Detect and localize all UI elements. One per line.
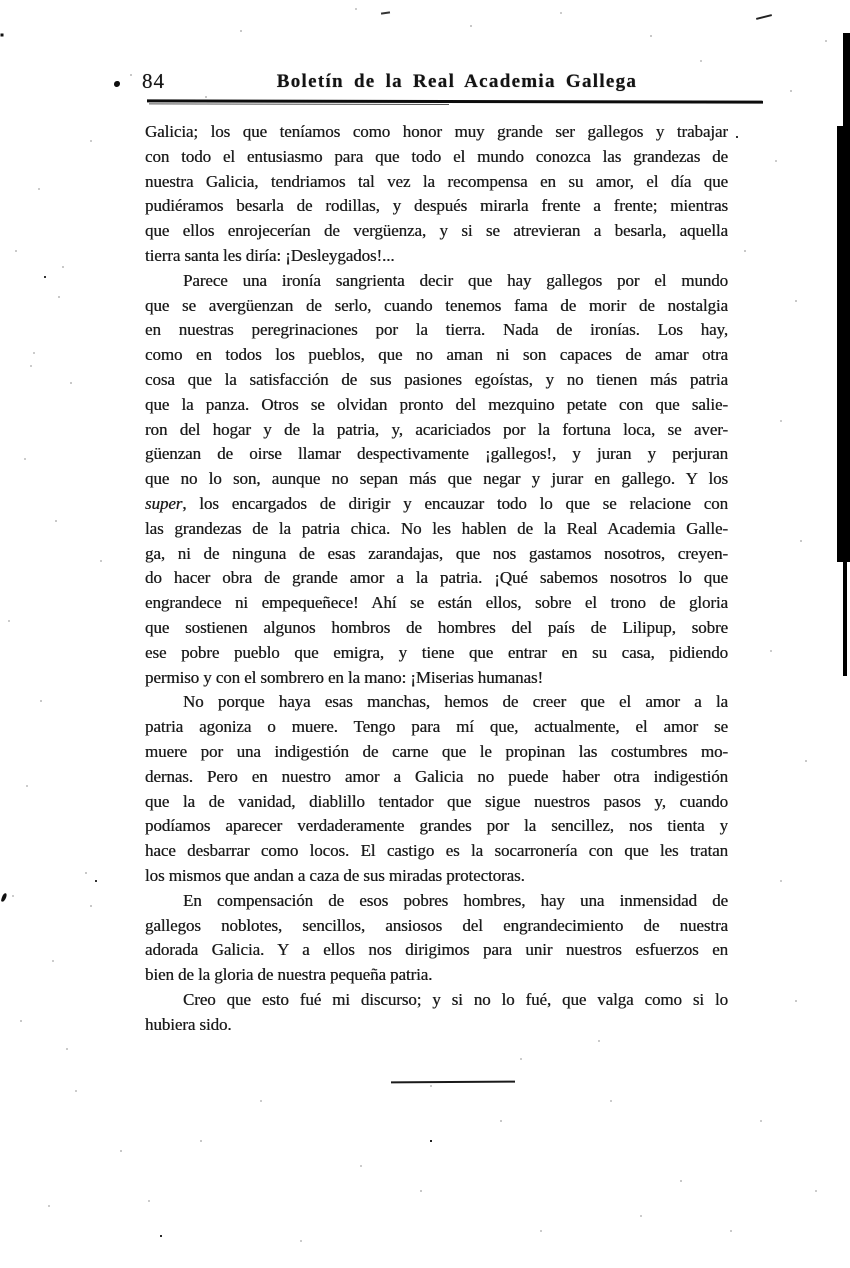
text-line: En compensación de esos pobres hombres, hay una inmensidad de (183, 890, 728, 910)
scan-dash-artifact (381, 11, 390, 14)
text-line: permiso y con el sombrero en la mano: ¡Miserias humanas! (145, 667, 544, 687)
text-line: patria agoniza o muere. Tengo para mí que, actualmente, el amor se (145, 717, 728, 737)
text-line: como en todos los pueblos, que no aman ni son capaces de amar otra (145, 345, 728, 365)
text-line: ese pobre pueblo que emigra, y tiene que entrar en su casa, pidiendo (145, 642, 728, 662)
text-line: gallegos noblotes, sencillos, ansiosos del engrandecimiento de nuestra (145, 915, 728, 935)
scan-edge-artifact (843, 560, 847, 676)
text-line: tierra santa les diría: ¡Desleygados!... (145, 245, 395, 265)
scan-edge-artifact (843, 33, 850, 128)
paragraph (145, 889, 728, 988)
text-line: hace desbarrar como locos. El castigo es la socarronería con que les tratan (145, 841, 728, 861)
text-line: que la de vanidad, diablillo tentador que sigue nuestros pasos y, cuando (145, 791, 728, 811)
text-line: que se avergüenzan de serlo, cuando tenemos fama de morir de nostalgia (145, 295, 728, 315)
scan-mark-artifact (1, 893, 8, 903)
text-line: Galicia; los que teníamos como honor muy grande ser gallegos y trabajar (145, 122, 728, 141)
margin-dot-artifact (114, 81, 120, 87)
text-line: pudiéramos besarla de rodillas, y después mirarla frente a frente; mientras (145, 196, 728, 216)
text-line: adorada Galicia. Y a ellos nos dirigimos para unir nuestros esfuerzos en (145, 940, 728, 960)
text-line: ga, ni de ninguna de esas zarandajas, que nos gastamos nosotros, creyen- (145, 543, 728, 563)
text-line: dernas. Pero en nuestro amor a Galicia no puede haber otra indigestión (145, 766, 728, 786)
header-rule (147, 99, 763, 103)
text-line: güenzan de oirse llamar despectivamente ¡gallegos!, y juran y perjuran (145, 444, 728, 464)
paragraph (145, 269, 728, 691)
text-line: muere por una indigestión de carne que le propinan las costumbres mo- (145, 741, 728, 761)
italic-word: super (145, 493, 183, 513)
body-text (145, 120, 728, 1037)
text-line: los mismos que andan a caza de sus miradas protectoras. (145, 865, 525, 885)
scan-edge-artifact (837, 126, 850, 562)
text-line: con todo el entusiasmo para que todo el mundo conozca las grandezas de (145, 146, 728, 166)
text-line: Creo que esto fué mi discurso; y si no lo fué, que valga como si lo (183, 989, 728, 1009)
text-line: que la panza. Otros se olvidan pronto del mezquino petate con que salie- (145, 394, 728, 414)
text-line: bien de la gloria de nuestra pequeña patria. (145, 965, 433, 985)
text-line: podíamos aparecer verdaderamente grandes por la sencillez, nos tienta y (145, 816, 728, 836)
text-line: en nuestras peregrinaciones por la tierra. Nada de ironías. Los hay, (145, 320, 728, 340)
text-line: Parece una ironía sangrienta decir que hay gallegos por el mundo (183, 270, 728, 290)
scan-noise-speckles (0, 0, 2, 2)
text-line: que no lo son, aunque no sepan más que negar y jurar en gallego. Y los (145, 469, 728, 489)
line-rest: , los encargados de dirigir y encauzar todo lo que se relacione con (182, 493, 728, 513)
text-line: engrandece ni empequeñece! Ahí se están ellos, sobre el trono de gloria (145, 593, 728, 613)
journal-title: Boletín de la Real Academia Gallega (276, 71, 638, 92)
scan-dash-artifact (756, 14, 772, 20)
text-line: do hacer obra de grande amor a la patria. ¡Qué sabemos nosotros lo que (145, 568, 728, 588)
text-line: las grandezas de la patria chica. No les hablen de la Real Academia Galle- (145, 518, 728, 538)
text-line: cosa que la satisfacción de sus pasiones egoístas, y no tienen más patria (145, 369, 728, 389)
end-divider-rule (391, 1081, 515, 1084)
text-line: No porque haya esas manchas, hemos de creer que el amor a la (183, 692, 728, 712)
paragraph (145, 690, 728, 888)
paragraph (145, 988, 728, 1038)
page-number: 84 (142, 69, 165, 93)
text-line: hubiera sido. (145, 1014, 232, 1034)
text-line: ron del hogar y de la patria, y, acariciados por la fortuna loca, se aver- (145, 419, 728, 439)
text-line: que ellos enrojecerían de vergüenza, y si se atrevieran a besarla, aquella (145, 221, 728, 241)
text-line: que sostienen algunos hombros de hombres del país de Lilipup, sobre (145, 617, 728, 637)
text-line (145, 492, 728, 517)
text-line: nuestra Galicia, tendriamos tal vez la recompensa en su amor, el día que (145, 171, 728, 191)
paragraph (145, 120, 728, 269)
